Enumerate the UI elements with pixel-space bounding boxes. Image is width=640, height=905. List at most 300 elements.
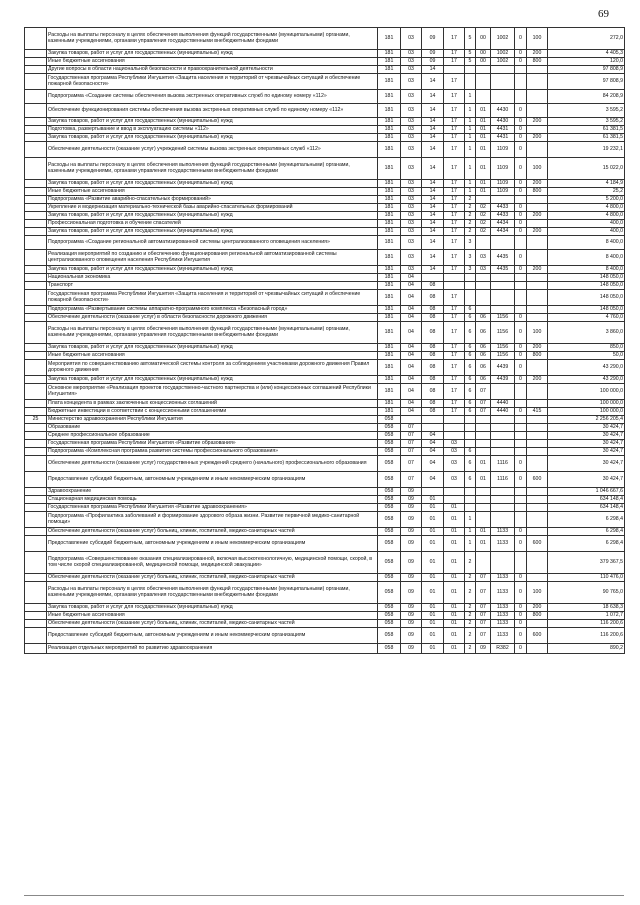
section-code-cell: 04 [401,376,422,384]
amount-cell: 1 046 667,6 [548,488,625,496]
program-code-cell: 01 [444,512,465,528]
subsection-code-cell: 14 [422,188,444,196]
subsection-code-cell: 04 [422,448,444,456]
expense-type-cell: 200 [527,228,548,236]
section-code-cell: 03 [401,180,422,188]
table-row [25,228,625,236]
table-row [25,488,625,496]
row-number-cell [25,104,47,118]
subprogram-code-cell: 5 [465,50,476,58]
subprogram-code-cell: 6 [465,456,476,472]
measure-code-cell: 07 [476,604,491,612]
row-number-cell [25,66,47,74]
section-code-cell: 07 [401,432,422,440]
ministry-code-cell: 058 [378,528,401,536]
table-row [25,376,625,384]
measure-code-cell [476,424,491,432]
row-name-cell: Другие вопросы в области национальной безопасности и правоохранительной деятельности [47,66,378,74]
expense-type-cell [527,552,548,574]
amount-cell: 2 256 205,4 [548,416,625,424]
subprogram-code-cell [465,440,476,448]
section-code-cell: 09 [401,604,422,612]
expense-type-cell [527,360,548,376]
row-number-cell [25,376,47,384]
program-code-cell [444,424,465,432]
subsection-code-cell: 08 [422,360,444,376]
section-code-cell: 04 [401,344,422,352]
section-code-cell: 03 [401,188,422,196]
subprogram-code-cell: 1 [465,126,476,134]
subprogram-code-cell: 1 [465,90,476,104]
section-code-cell: 03 [401,28,422,50]
program-code-cell: 01 [444,528,465,536]
program-code-cell: 17 [444,384,465,400]
table-row [25,360,625,376]
subprogram-code-cell: 2 [465,196,476,204]
section-code-cell: 09 [401,644,422,654]
ministry-code-cell: 181 [378,58,401,66]
program-code-cell: 01 [444,628,465,644]
extra-code-cell: 0 [515,472,527,488]
subprogram-code-cell: 2 [465,204,476,212]
subprogram-code-cell [465,282,476,290]
table-row [25,104,625,118]
expense-type-cell [527,236,548,250]
section-code-cell: 04 [401,274,422,282]
subprogram-code-cell: 1 [465,158,476,180]
program-code-cell [444,274,465,282]
subprogram-code-cell: 6 [465,360,476,376]
row-number-cell [25,250,47,266]
measure-code-cell [476,432,491,440]
row-number-cell [25,236,47,250]
expense-type-cell [527,66,548,74]
measure-code-cell: 01 [476,126,491,134]
program-code-cell: 01 [444,620,465,628]
direction-code-cell: 1109 [491,142,515,158]
extra-code-cell [515,196,527,204]
direction-code-cell: 1133 [491,574,515,582]
expense-type-cell [527,196,548,204]
subprogram-code-cell: 3 [465,266,476,274]
subprogram-code-cell: 2 [465,620,476,628]
expense-type-cell: 800 [527,612,548,620]
table-row [25,574,625,582]
subsection-code-cell: 14 [422,236,444,250]
subprogram-code-cell: 1 [465,188,476,196]
extra-code-cell: 0 [515,344,527,352]
table-row [25,158,625,180]
row-name-cell: Здравоохранение [47,488,378,496]
row-name-cell: Транспорт [47,282,378,290]
subsection-code-cell: 09 [422,28,444,50]
ministry-code-cell: 181 [378,118,401,126]
row-name-cell: Расходы на выплаты персоналу в целях обеспечения выполнения функций государственными (муниципальными) органами, казенными учреждениями, органами управления государственными внебюджетными фондами [47,158,378,180]
program-code-cell: 17 [444,118,465,126]
section-code-cell: 04 [401,384,422,400]
section-code-cell: 03 [401,50,422,58]
program-code-cell: 17 [444,90,465,104]
row-name-cell: Расходы на выплаты персоналу в целях обеспечения выполнения функций государственными (муниципальными) органами, казенными учреждениями, органами управления государственными внебюджетными фондами [47,322,378,344]
subprogram-code-cell: 1 [465,104,476,118]
measure-code-cell [476,290,491,306]
row-number-cell [25,582,47,604]
expense-type-cell [527,574,548,582]
row-number-cell [25,496,47,504]
row-number-cell [25,620,47,628]
subsection-code-cell: 09 [422,58,444,66]
subsection-code-cell: 04 [422,440,444,448]
amount-cell: 30 424,7 [548,424,625,432]
ministry-code-cell: 181 [378,266,401,274]
table-row [25,188,625,196]
ministry-code-cell: 181 [378,126,401,134]
direction-code-cell [491,384,515,400]
row-number-cell [25,352,47,360]
direction-code-cell: 1133 [491,582,515,604]
table-row [25,496,625,504]
section-code-cell: 03 [401,58,422,66]
row-name-cell: Иные бюджетные ассигнования [47,612,378,620]
subsection-code-cell: 01 [422,620,444,628]
ministry-code-cell: 181 [378,250,401,266]
measure-code-cell: 06 [476,376,491,384]
section-code-cell: 04 [401,306,422,314]
amount-cell: 97 808,9 [548,66,625,74]
program-code-cell: 01 [444,612,465,620]
row-name-cell: Расходы на выплаты персоналу в целях обеспечения выполнения функций государственными (муниципальными) органами, казенными учреждениями, органами управления государственными внебюджетными фондами [47,582,378,604]
subsection-code-cell: 08 [422,282,444,290]
section-code-cell: 09 [401,582,422,604]
direction-code-cell: 1116 [491,456,515,472]
measure-code-cell: 01 [476,142,491,158]
expense-type-cell: 100 [527,322,548,344]
row-number-cell [25,628,47,644]
measure-code-cell [476,488,491,496]
amount-cell: 97 808,9 [548,74,625,90]
table-row [25,50,625,58]
subprogram-code-cell [465,432,476,440]
extra-code-cell [515,440,527,448]
direction-code-cell: 4434 [491,228,515,236]
subsection-code-cell: 08 [422,400,444,408]
row-number-cell [25,126,47,134]
measure-code-cell: 00 [476,50,491,58]
program-code-cell: 17 [444,104,465,118]
row-name-cell: Обеспечение деятельности (оказание услуг) больниц, клиник, госпиталей, медико-санитарных частей [47,528,378,536]
table-row [25,408,625,416]
program-code-cell [444,66,465,74]
row-number-cell [25,440,47,448]
ministry-code-cell: 181 [378,188,401,196]
subprogram-code-cell: 2 [465,644,476,654]
extra-code-cell [515,424,527,432]
row-number-cell [25,212,47,220]
measure-code-cell: 00 [476,28,491,50]
row-number-cell [25,504,47,512]
subprogram-code-cell: 2 [465,582,476,604]
measure-code-cell [476,306,491,314]
direction-code-cell: 4435 [491,250,515,266]
row-name-cell: Закупка товаров, работ и услуг для государственных (муниципальных) нужд [47,604,378,612]
row-number-cell [25,384,47,400]
ministry-code-cell: 181 [378,384,401,400]
row-name-cell: Обеспечение функционирования системы обеспечения вызова экстренных оперативных служб по единому номеру «112» [47,104,378,118]
program-code-cell: 01 [444,582,465,604]
program-code-cell [444,488,465,496]
expense-type-cell [527,250,548,266]
program-code-cell: 03 [444,440,465,448]
expense-type-cell: 200 [527,118,548,126]
subprogram-code-cell: 2 [465,628,476,644]
subsection-code-cell: 01 [422,496,444,504]
section-code-cell: 07 [401,456,422,472]
row-number-cell [25,424,47,432]
subsection-code-cell: 08 [422,408,444,416]
row-number-cell [25,552,47,574]
program-code-cell [444,432,465,440]
ministry-code-cell: 181 [378,158,401,180]
table-row [25,448,625,456]
program-code-cell: 01 [444,604,465,612]
extra-code-cell: 0 [515,376,527,384]
subsection-code-cell: 08 [422,384,444,400]
row-number-cell [25,228,47,236]
expense-type-cell [527,74,548,90]
section-code-cell: 03 [401,104,422,118]
ministry-code-cell: 181 [378,180,401,188]
program-code-cell: 17 [444,180,465,188]
subprogram-code-cell: 3 [465,236,476,250]
direction-code-cell: 1109 [491,158,515,180]
subprogram-code-cell: 6 [465,376,476,384]
section-code-cell: 04 [401,352,422,360]
ministry-code-cell: 181 [378,236,401,250]
measure-code-cell: 09 [476,644,491,654]
direction-code-cell [491,496,515,504]
extra-code-cell: 0 [515,352,527,360]
row-name-cell: Расходы на выплаты персоналу в целях обеспечения выполнения функций государственными (муниципальными) органами, казенными учреждениями, органами управления государственными внебюджетными фондами [47,28,378,50]
direction-code-cell: 1156 [491,322,515,344]
subprogram-code-cell [465,74,476,90]
subprogram-code-cell: 2 [465,212,476,220]
subprogram-code-cell [465,424,476,432]
ministry-code-cell: 058 [378,448,401,456]
program-code-cell: 17 [444,134,465,142]
row-name-cell: Закупка товаров, работ и услуг для государственных (муниципальных) нужд [47,266,378,274]
row-number-cell [25,604,47,612]
extra-code-cell [515,416,527,424]
extra-code-cell: 0 [515,180,527,188]
subprogram-code-cell: 6 [465,472,476,488]
direction-code-cell: 1109 [491,180,515,188]
amount-cell: 120,0 [548,58,625,66]
direction-code-cell: 4434 [491,220,515,228]
direction-code-cell: 1002 [491,50,515,58]
section-code-cell: 04 [401,408,422,416]
amount-cell: 100 000,0 [548,400,625,408]
expense-type-cell: 100 [527,582,548,604]
subsection-code-cell: 08 [422,344,444,352]
section-code-cell: 03 [401,118,422,126]
row-name-cell: Предоставление субсидий бюджетным, автономным учреждениям и иным некоммерческим организациям [47,472,378,488]
table-row [25,528,625,536]
table-row [25,612,625,620]
table-row [25,74,625,90]
ministry-code-cell: 058 [378,536,401,552]
section-code-cell: 04 [401,400,422,408]
extra-code-cell: 0 [515,620,527,628]
amount-cell: 3 860,0 [548,322,625,344]
subprogram-code-cell: 6 [465,352,476,360]
section-code-cell: 04 [401,314,422,322]
expense-type-cell [527,314,548,322]
direction-code-cell: R382 [491,644,515,654]
measure-code-cell: 01 [476,158,491,180]
subprogram-code-cell [465,488,476,496]
measure-code-cell [476,282,491,290]
extra-code-cell [515,552,527,574]
extra-code-cell: 0 [515,456,527,472]
subsection-code-cell: 08 [422,376,444,384]
amount-cell: 400,0 [548,220,625,228]
subprogram-code-cell: 2 [465,574,476,582]
direction-code-cell [491,74,515,90]
row-number-cell [25,306,47,314]
subsection-code-cell: 14 [422,212,444,220]
subprogram-code-cell: 6 [465,400,476,408]
extra-code-cell: 0 [515,158,527,180]
amount-cell: 4 800,0 [548,204,625,212]
section-code-cell: 03 [401,196,422,204]
direction-code-cell [491,448,515,456]
row-number-cell [25,50,47,58]
extra-code-cell: 0 [515,266,527,274]
program-code-cell: 17 [444,50,465,58]
subprogram-code-cell: 2 [465,552,476,574]
amount-cell: 18 638,3 [548,604,625,612]
subsection-code-cell: 14 [422,196,444,204]
extra-code-cell: 0 [515,314,527,322]
measure-code-cell [476,74,491,90]
amount-cell: 272,0 [548,28,625,50]
amount-cell: 3 595,2 [548,104,625,118]
program-code-cell: 01 [444,536,465,552]
row-name-cell: Государственная программа Республики Ингушетия «Развитие образования» [47,440,378,448]
table-row [25,504,625,512]
amount-cell: 100 000,0 [548,384,625,400]
ministry-code-cell: 181 [378,376,401,384]
program-code-cell: 17 [444,204,465,212]
direction-code-cell: 1133 [491,620,515,628]
expense-type-cell [527,204,548,212]
subprogram-code-cell: 2 [465,220,476,228]
amount-cell: 15 022,0 [548,158,625,180]
extra-code-cell: 0 [515,582,527,604]
expense-type-cell [527,424,548,432]
amount-cell: 148 050,0 [548,274,625,282]
extra-code-cell: 0 [515,50,527,58]
extra-code-cell: 0 [515,604,527,612]
row-name-cell: Обеспечение деятельности (оказание услуг) в области безопасности дорожного движения [47,314,378,322]
measure-code-cell [476,504,491,512]
extra-code-cell [515,400,527,408]
subsection-code-cell: 14 [422,126,444,134]
section-code-cell: 04 [401,322,422,344]
measure-code-cell: 07 [476,400,491,408]
row-number-cell [25,322,47,344]
amount-cell: 25,2 [548,188,625,196]
row-number-cell [25,204,47,212]
direction-code-cell [491,282,515,290]
section-code-cell: 03 [401,158,422,180]
measure-code-cell [476,496,491,504]
measure-code-cell: 02 [476,212,491,220]
table-row [25,118,625,126]
extra-code-cell: 0 [515,134,527,142]
page-number: 69 [598,8,609,20]
subsection-code-cell: 01 [422,536,444,552]
extra-code-cell: 0 [515,360,527,376]
extra-code-cell [515,290,527,306]
subsection-code-cell: 04 [422,456,444,472]
row-number-cell [25,360,47,376]
extra-code-cell [515,236,527,250]
direction-code-cell: 1133 [491,536,515,552]
section-code-cell [401,416,422,424]
row-name-cell: Плата концедента в рамках заключенных концессионных соглашений [47,400,378,408]
program-code-cell: 17 [444,158,465,180]
section-code-cell: 07 [401,424,422,432]
expense-type-cell: 100 [527,28,548,50]
row-name-cell: Предоставление субсидий бюджетным, автономным учреждениям и иным некоммерческим организациям [47,628,378,644]
amount-cell: 148 050,0 [548,282,625,290]
ministry-code-cell: 181 [378,408,401,416]
extra-code-cell: 0 [515,118,527,126]
subprogram-code-cell [465,416,476,424]
direction-code-cell: 4430 [491,104,515,118]
measure-code-cell [476,440,491,448]
row-name-cell: Подготовка, развертывание и ввод в эксплуатацию системы «112» [47,126,378,134]
program-code-cell: 03 [444,472,465,488]
subprogram-code-cell: 5 [465,28,476,50]
amount-cell: 4 184,9 [548,180,625,188]
section-code-cell: 09 [401,552,422,574]
amount-cell: 19 232,1 [548,142,625,158]
ministry-code-cell: 181 [378,228,401,236]
expense-type-cell [527,456,548,472]
row-name-cell: Подпрограмма «Развертывание системы аппаратно-программного комплекса «Безопасный город» [47,306,378,314]
section-code-cell: 09 [401,574,422,582]
subprogram-code-cell: 6 [465,322,476,344]
table-row [25,196,625,204]
measure-code-cell: 01 [476,472,491,488]
amount-cell: 30 424,7 [548,448,625,456]
ministry-code-cell: 058 [378,440,401,448]
section-code-cell: 09 [401,504,422,512]
row-number-cell [25,472,47,488]
section-code-cell: 09 [401,512,422,528]
subprogram-code-cell: 6 [465,384,476,400]
extra-code-cell: 0 [515,188,527,196]
expense-type-cell: 200 [527,134,548,142]
table-row [25,456,625,472]
row-number-cell [25,574,47,582]
amount-cell: 850,0 [548,344,625,352]
extra-code-cell [515,384,527,400]
subsection-code-cell: 04 [422,472,444,488]
direction-code-cell: 4439 [491,360,515,376]
